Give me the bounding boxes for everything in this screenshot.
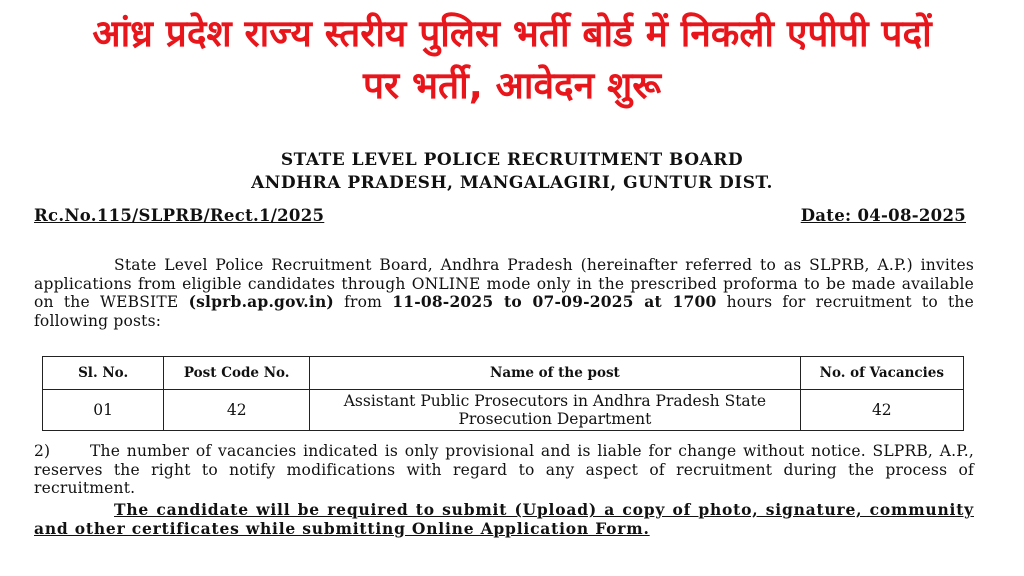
board-address: ANDHRA PRADESH, MANGALAGIRI, GUNTUR DIST.	[251, 173, 773, 193]
headline-line-2: पर भर्ती, आवेदन शुरू	[362, 64, 661, 107]
table-header-row	[43, 357, 964, 390]
notice-date: Date: 04-08-2025	[800, 206, 966, 225]
provisional-text: The number of vacancies indicated is only provisional and is liable for change without notice. SLPRB, A.P., reserves the right to notify modifications with regard to any aspect of recruitment during the process of recruitment.	[34, 442, 974, 497]
col-header-post-name: Name of the post	[310, 357, 800, 390]
col-header-post-code: Post Code No.	[164, 357, 310, 390]
cell-post-code: 42	[164, 390, 310, 431]
cell-sl-no: 01	[43, 390, 164, 431]
headline	[0, 8, 1024, 112]
cell-vacancies: 42	[800, 390, 963, 431]
intro-text-c: hours for recruitment to the following posts:	[34, 293, 974, 330]
application-dates: 11-08-2025 to 07-09-2025 at 1700	[392, 292, 717, 311]
reference-number: Rc.No.115/SLPRB/Rect.1/2025	[34, 206, 325, 225]
col-header-sl-no: Sl. No.	[43, 357, 164, 390]
headline-line-1: आंध्र प्रदेश राज्य स्तरीय पुलिस भर्ती बोर्ड में निकली एपीपी पदों	[92, 12, 932, 55]
posts-table	[42, 356, 964, 431]
intro-text-a: State Level Police Recruitment Board, Andhra Pradesh (hereinafter referred to as SLPRB, A.P.) invites applications from eligible candidates through ONLINE mode only in the prescribed proforma to be made available on the WEBSITE	[34, 256, 974, 311]
intro-paragraph	[34, 256, 974, 330]
reference-row	[34, 206, 966, 225]
website-text: (slprb.ap.gov.in)	[188, 292, 334, 311]
provisional-paragraph	[34, 442, 974, 498]
cell-post-name: Assistant Public Prosecutors in Andhra Pradesh State Prosecution Department	[310, 390, 800, 431]
board-name: STATE LEVEL POLICE RECRUITMENT BOARD	[280, 150, 744, 170]
col-header-vacancies: No. of Vacancies	[800, 357, 963, 390]
intro-text-b: from	[333, 293, 393, 311]
table-row	[43, 390, 964, 431]
upload-instructions: The candidate will be required to submit (Upload) a copy of photo, signature, community and other certificates while submitting Online Application Form.	[34, 500, 974, 538]
paragraph-number: 2)	[34, 442, 51, 460]
